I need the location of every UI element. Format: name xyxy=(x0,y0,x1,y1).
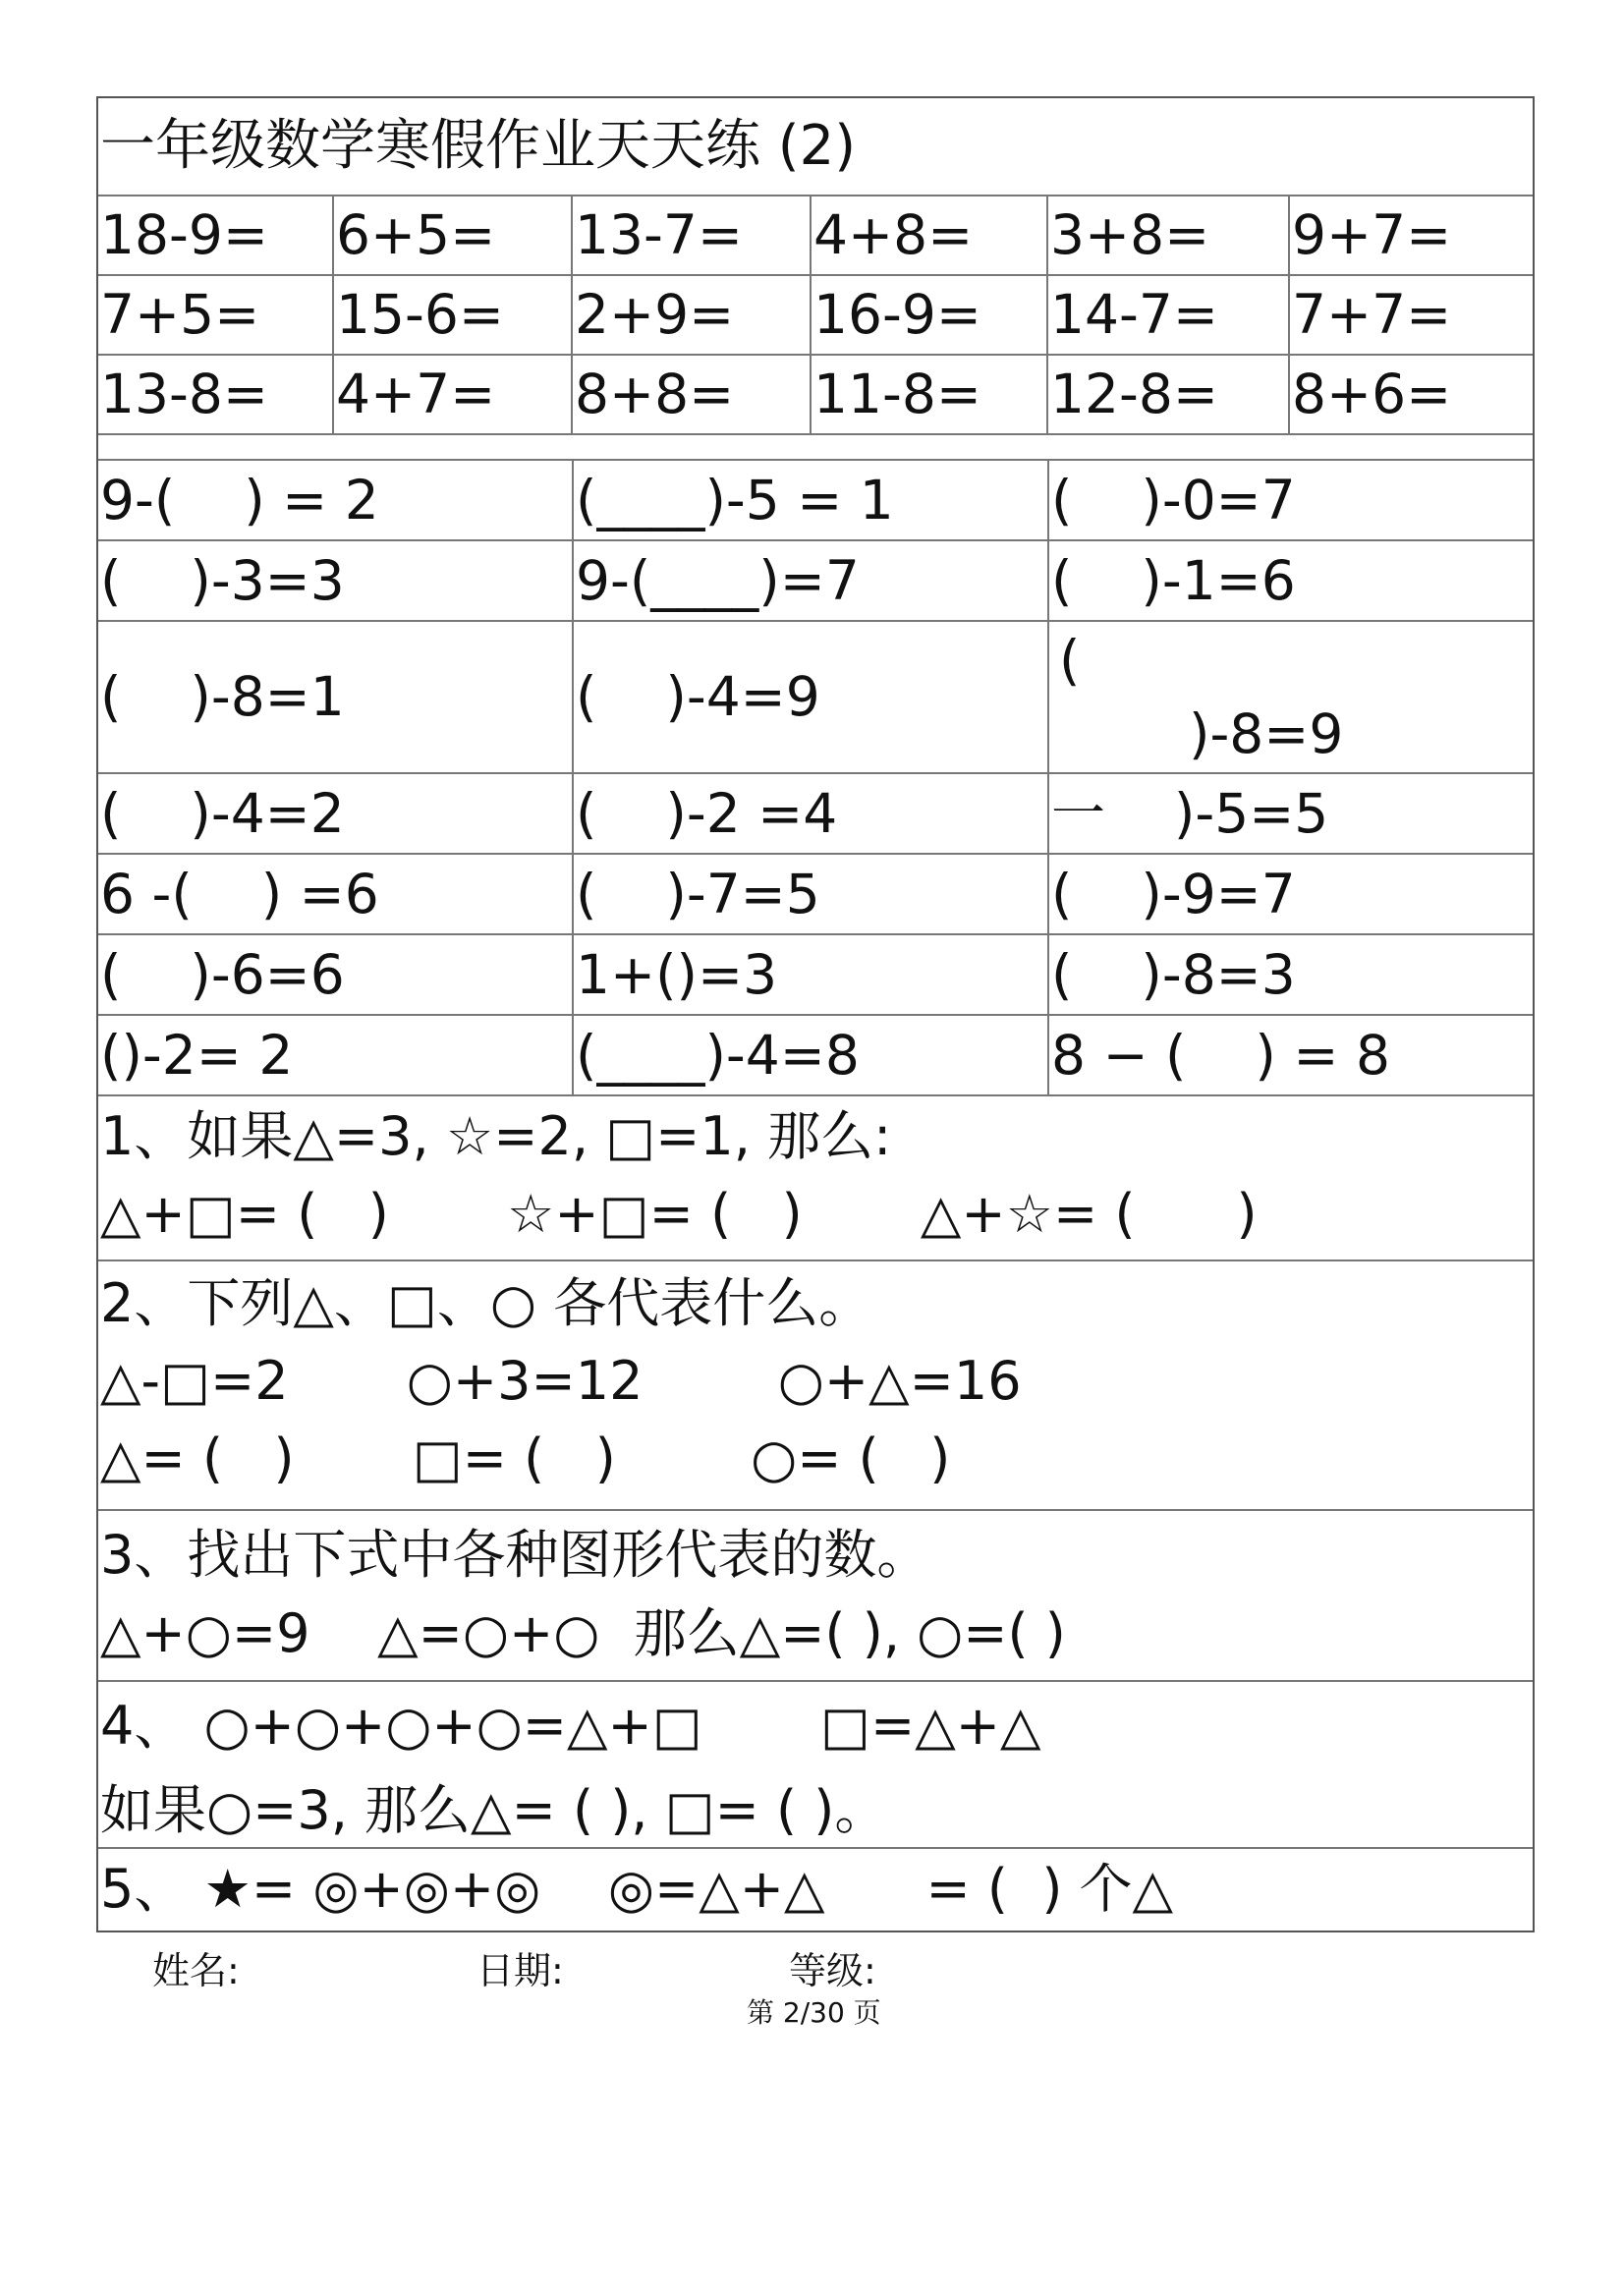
calc-cell: 2+9= xyxy=(573,276,812,354)
blank-cell: ( )-8=1 xyxy=(98,622,574,772)
blank-cell: 一 )-5=5 xyxy=(1051,781,1329,845)
divider-row xyxy=(98,435,1533,461)
blank-cell: (____)-4=8 xyxy=(574,1016,1049,1094)
calc-cell: 13-8= xyxy=(98,356,334,433)
blank-cell: ( )-0=7 xyxy=(1051,468,1296,532)
problem-line: 3、找出下式中各种图形代表的数。 xyxy=(100,1524,930,1586)
blank-cell: ( )-8=3 xyxy=(1051,942,1296,1006)
blank-row xyxy=(98,461,1533,541)
calc-cell: 13-7= xyxy=(573,196,812,274)
blank-row xyxy=(98,622,1533,774)
worksheet-table xyxy=(96,96,1535,1932)
calc-cell: 12-8= xyxy=(1048,356,1290,433)
problem-line: 1、如果△=3, ☆=2, □=1, 那么: xyxy=(100,1105,892,1167)
problem-3 xyxy=(98,1511,1533,1682)
blank-row xyxy=(98,541,1533,622)
blank-row xyxy=(98,935,1533,1016)
blank-row xyxy=(98,774,1533,855)
name-label: 姓名: xyxy=(152,1949,240,1992)
problem-line: △-□=2 ○+3=12 ○+△=16 xyxy=(100,1350,1022,1412)
blank-cell: ( )-3=3 xyxy=(98,541,574,620)
problem-line: △+○=9 △=○+○ 那么△=( ), ○=( ) xyxy=(100,1602,1066,1664)
calc-cell: 7+5= xyxy=(98,276,334,354)
problem-line: △= ( ) □= ( ) ○= ( ) xyxy=(100,1427,951,1489)
calc-cell: 14-7= xyxy=(1048,276,1290,354)
calc-cell: 11-8= xyxy=(812,356,1048,433)
calc-row xyxy=(98,356,1533,435)
calc-cell: 7+7= xyxy=(1292,283,1452,346)
blank-cell: ( )-7=5 xyxy=(574,855,1049,933)
problem-2 xyxy=(98,1261,1533,1511)
blank-cell: 9-( ) = 2 xyxy=(98,461,574,539)
calc-cell: 9+7= xyxy=(1292,203,1452,266)
blank-cell: 8 − ( ) = 8 xyxy=(1051,1023,1390,1087)
problem-4 xyxy=(98,1682,1533,1849)
calc-cell: 4+7= xyxy=(334,356,573,433)
problem-line: 如果○=3, 那么△= ( ), □= ( )。 xyxy=(100,1779,888,1841)
problem-5 xyxy=(98,1849,1533,1931)
blank-cell: (____)-5 = 1 xyxy=(574,461,1049,539)
grade-label: 等级: xyxy=(789,1949,876,1992)
date-label: 日期: xyxy=(476,1949,564,1992)
problem-line: 2、下列△、□、○ 各代表什么。 xyxy=(100,1272,872,1334)
calc-cell: 8+8= xyxy=(573,356,812,433)
blank-cell: ( )-6=6 xyxy=(98,935,574,1014)
blank-cell: ( )-9=7 xyxy=(1051,862,1296,925)
calc-cell: 3+8= xyxy=(1048,196,1290,274)
problem-line: △+□= ( ) ☆+□= ( ) △+☆= ( ) xyxy=(100,1183,1258,1245)
blank-cell: ( )-4=2 xyxy=(98,774,574,853)
calc-cell: 16-9= xyxy=(812,276,1048,354)
problem-line: 5、 ★= ◎+◎+◎ ◎=△+△ = ( ) 个△ xyxy=(100,1858,1174,1920)
blank-cell: 1+()=3 xyxy=(574,935,1049,1014)
calc-cell: 4+8= xyxy=(812,196,1048,274)
problem-line: 4、 ○+○+○+○=△+□ □=△+△ xyxy=(100,1695,1041,1757)
blank-cell: ( )-2 =4 xyxy=(574,774,1049,853)
calc-cell: 8+6= xyxy=(1292,363,1452,425)
problem-1 xyxy=(98,1096,1533,1261)
calc-cell: 18-9= xyxy=(98,196,334,274)
blank-cell: ()-2= 2 xyxy=(98,1016,574,1094)
blank-row xyxy=(98,1016,1533,1096)
calc-row xyxy=(98,196,1533,276)
blank-cell: 9-(____)=7 xyxy=(574,541,1049,620)
title-row xyxy=(98,98,1533,196)
calc-cell: 6+5= xyxy=(334,196,573,274)
calc-row xyxy=(98,276,1533,356)
calc-cell: 15-6= xyxy=(334,276,573,354)
blank-cell-bottom: )-8=9 xyxy=(1189,701,1344,765)
blank-cell-split xyxy=(1049,622,1533,772)
page-number: 第 2/30 页 xyxy=(747,1996,881,2029)
blank-cell: 6 -( ) =6 xyxy=(98,855,574,933)
blank-row xyxy=(98,855,1533,935)
blank-cell: ( )-1=6 xyxy=(1051,548,1296,612)
blank-cell: ( )-4=9 xyxy=(574,622,1049,772)
worksheet-footer xyxy=(152,1940,1036,2113)
blank-cell-top: ( xyxy=(1059,628,1081,692)
worksheet-title: 一年级数学寒假作业天天练 (2) xyxy=(100,114,857,178)
